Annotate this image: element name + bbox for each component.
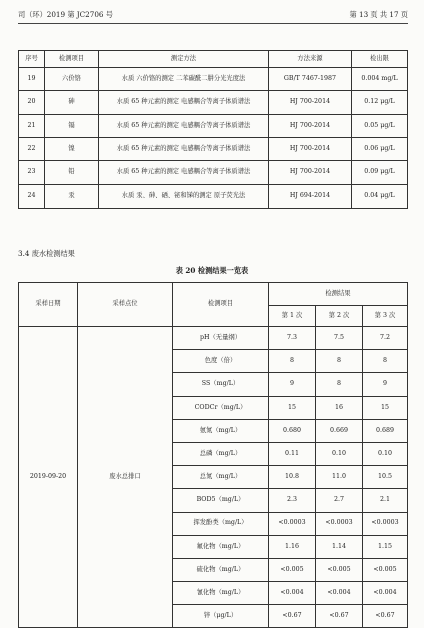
results-header-row xyxy=(19,283,408,306)
cell-item: 氟化物（mg/L） xyxy=(173,535,269,558)
table-caption: 表 20 检测结果一览表 xyxy=(175,266,249,275)
cell-item: 氰化物（mg/L） xyxy=(173,582,269,605)
cell-source: HJ 700-2014 xyxy=(269,115,352,138)
cell-method: 水质 65 种元素的测定 电感耦合等离子体质谱法 xyxy=(99,138,269,161)
cell-method: 水质 汞、砷、硒、铋和锑的测定 原子荧光法 xyxy=(99,185,269,209)
cell-value: 1.14 xyxy=(316,535,363,558)
cell-source: HJ 700-2014 xyxy=(269,91,352,115)
cell-value: <0.005 xyxy=(269,558,316,581)
cell-no: 20 xyxy=(19,91,45,115)
header-cell: 检出限 xyxy=(352,51,408,68)
cell-value: 11.0 xyxy=(316,466,363,489)
cell-value: <0.004 xyxy=(316,582,363,605)
cell-value: 2.7 xyxy=(316,489,363,512)
header-cell: 序号 xyxy=(19,51,45,68)
cell-item: 砷 xyxy=(45,91,99,115)
cell-value: 0.10 xyxy=(363,442,408,465)
cell-no: 21 xyxy=(19,115,45,138)
cell-value: 9 xyxy=(363,373,408,396)
cell-item: 硫化物（mg/L） xyxy=(173,558,269,581)
cell-value: 8 xyxy=(316,350,363,373)
cell-value: <0.005 xyxy=(363,558,408,581)
cell-value: 1.15 xyxy=(363,535,408,558)
cell-source: HJ 700-2014 xyxy=(269,138,352,161)
cell-value: 0.680 xyxy=(269,419,316,442)
cell-item: 镉 xyxy=(45,115,99,138)
header-cell: 第 1 次 xyxy=(269,306,316,327)
cell-value: 2.1 xyxy=(363,489,408,512)
cell-value: 15 xyxy=(363,396,408,419)
cell-method: 水质 65 种元素的测定 电感耦合等离子体质谱法 xyxy=(99,91,269,115)
cell-item: CODCr（mg/L） xyxy=(173,396,269,419)
cell-value: 7.5 xyxy=(316,327,363,350)
page-number: 第 13 页 共 17 页 xyxy=(349,10,408,19)
cell-item: 铅 xyxy=(45,161,99,185)
header-cell: 测定方法 xyxy=(99,51,269,68)
cell-value: 8 xyxy=(316,373,363,396)
cell-value: 9 xyxy=(269,373,316,396)
cell-value: 0.11 xyxy=(269,442,316,465)
cell-method: 水质 六价铬的测定 二苯碳酰二肼分光光度法 xyxy=(99,68,269,91)
cell-limit: 0.09 μg/L xyxy=(352,161,408,185)
cell-item: 锌（μg/L） xyxy=(173,605,269,628)
header-cell: 检测项目 xyxy=(173,283,269,327)
cell-value: <0.005 xyxy=(316,558,363,581)
cell-value: <0.004 xyxy=(363,582,408,605)
cell-value: 16 xyxy=(316,396,363,419)
cell-limit: 0.004 mg/L xyxy=(352,68,408,91)
cell-value: 1.16 xyxy=(269,535,316,558)
cell-method: 水质 65 种元素的测定 电感耦合等离子体质谱法 xyxy=(99,161,269,185)
cell-item: BOD5（mg/L） xyxy=(173,489,269,512)
cell-no: 19 xyxy=(19,68,45,91)
cell-no: 23 xyxy=(19,161,45,185)
page-header xyxy=(18,7,408,24)
report-number: 司（环）2019 第 JC2706 号 xyxy=(18,10,113,19)
cell-value: <0.0003 xyxy=(316,512,363,535)
sampling-point: 废水总排口 xyxy=(78,327,173,628)
cell-item: 六价铬 xyxy=(45,68,99,91)
cell-value: 2.3 xyxy=(269,489,316,512)
cell-value: 0.10 xyxy=(316,442,363,465)
cell-item: 镍 xyxy=(45,138,99,161)
cell-source: HJ 694-2014 xyxy=(269,185,352,209)
cell-value: <0.67 xyxy=(269,605,316,628)
cell-source: HJ 700-2014 xyxy=(269,161,352,185)
cell-method: 水质 65 种元素的测定 电感耦合等离子体质谱法 xyxy=(99,115,269,138)
cell-item: 氨氮（mg/L） xyxy=(173,419,269,442)
table-row xyxy=(19,138,408,161)
cell-no: 22 xyxy=(19,138,45,161)
table-row xyxy=(19,115,408,138)
header-cell: 采样日期 xyxy=(19,283,78,327)
cell-source: GB/T 7467-1987 xyxy=(269,68,352,91)
sampling-date: 2019-09-20 xyxy=(19,327,78,628)
table-row xyxy=(19,327,408,350)
results-table xyxy=(18,282,408,628)
cell-limit: 0.04 μg/L xyxy=(352,185,408,209)
cell-value: <0.004 xyxy=(269,582,316,605)
header-cell: 检测项目 xyxy=(45,51,99,68)
cell-value: 10.5 xyxy=(363,466,408,489)
table-row xyxy=(19,161,408,185)
section-title: 3.4 废水检测结果 xyxy=(18,249,75,258)
method-table-header xyxy=(19,51,408,68)
cell-value: 10.8 xyxy=(269,466,316,489)
cell-limit: 0.05 μg/L xyxy=(352,115,408,138)
table-row xyxy=(19,91,408,115)
header-cell: 检测结果 xyxy=(269,283,408,306)
cell-value: <0.67 xyxy=(363,605,408,628)
table-row xyxy=(19,68,408,91)
cell-value: <0.0003 xyxy=(363,512,408,535)
table-row xyxy=(19,185,408,209)
method-table xyxy=(18,50,408,209)
header-cell: 第 2 次 xyxy=(316,306,363,327)
cell-value: 0.689 xyxy=(363,419,408,442)
cell-limit: 0.12 μg/L xyxy=(352,91,408,115)
cell-item: 总氮（mg/L） xyxy=(173,466,269,489)
cell-item: 挥发酚类（mg/L） xyxy=(173,512,269,535)
cell-item: 色度（倍） xyxy=(173,350,269,373)
cell-value: 15 xyxy=(269,396,316,419)
cell-value: <0.67 xyxy=(316,605,363,628)
header-cell: 采样点位 xyxy=(78,283,173,327)
cell-no: 24 xyxy=(19,185,45,209)
cell-value: 8 xyxy=(363,350,408,373)
cell-limit: 0.06 μg/L xyxy=(352,138,408,161)
cell-value: 7.3 xyxy=(269,327,316,350)
cell-value: 8 xyxy=(269,350,316,373)
cell-item: SS（mg/L） xyxy=(173,373,269,396)
cell-value: 0.669 xyxy=(316,419,363,442)
header-cell: 第 3 次 xyxy=(363,306,408,327)
cell-item: 汞 xyxy=(45,185,99,209)
cell-value: <0.0003 xyxy=(269,512,316,535)
cell-value: 7.2 xyxy=(363,327,408,350)
cell-item: pH（无量纲） xyxy=(173,327,269,350)
header-cell: 方法来源 xyxy=(269,51,352,68)
cell-item: 总磷（mg/L） xyxy=(173,442,269,465)
